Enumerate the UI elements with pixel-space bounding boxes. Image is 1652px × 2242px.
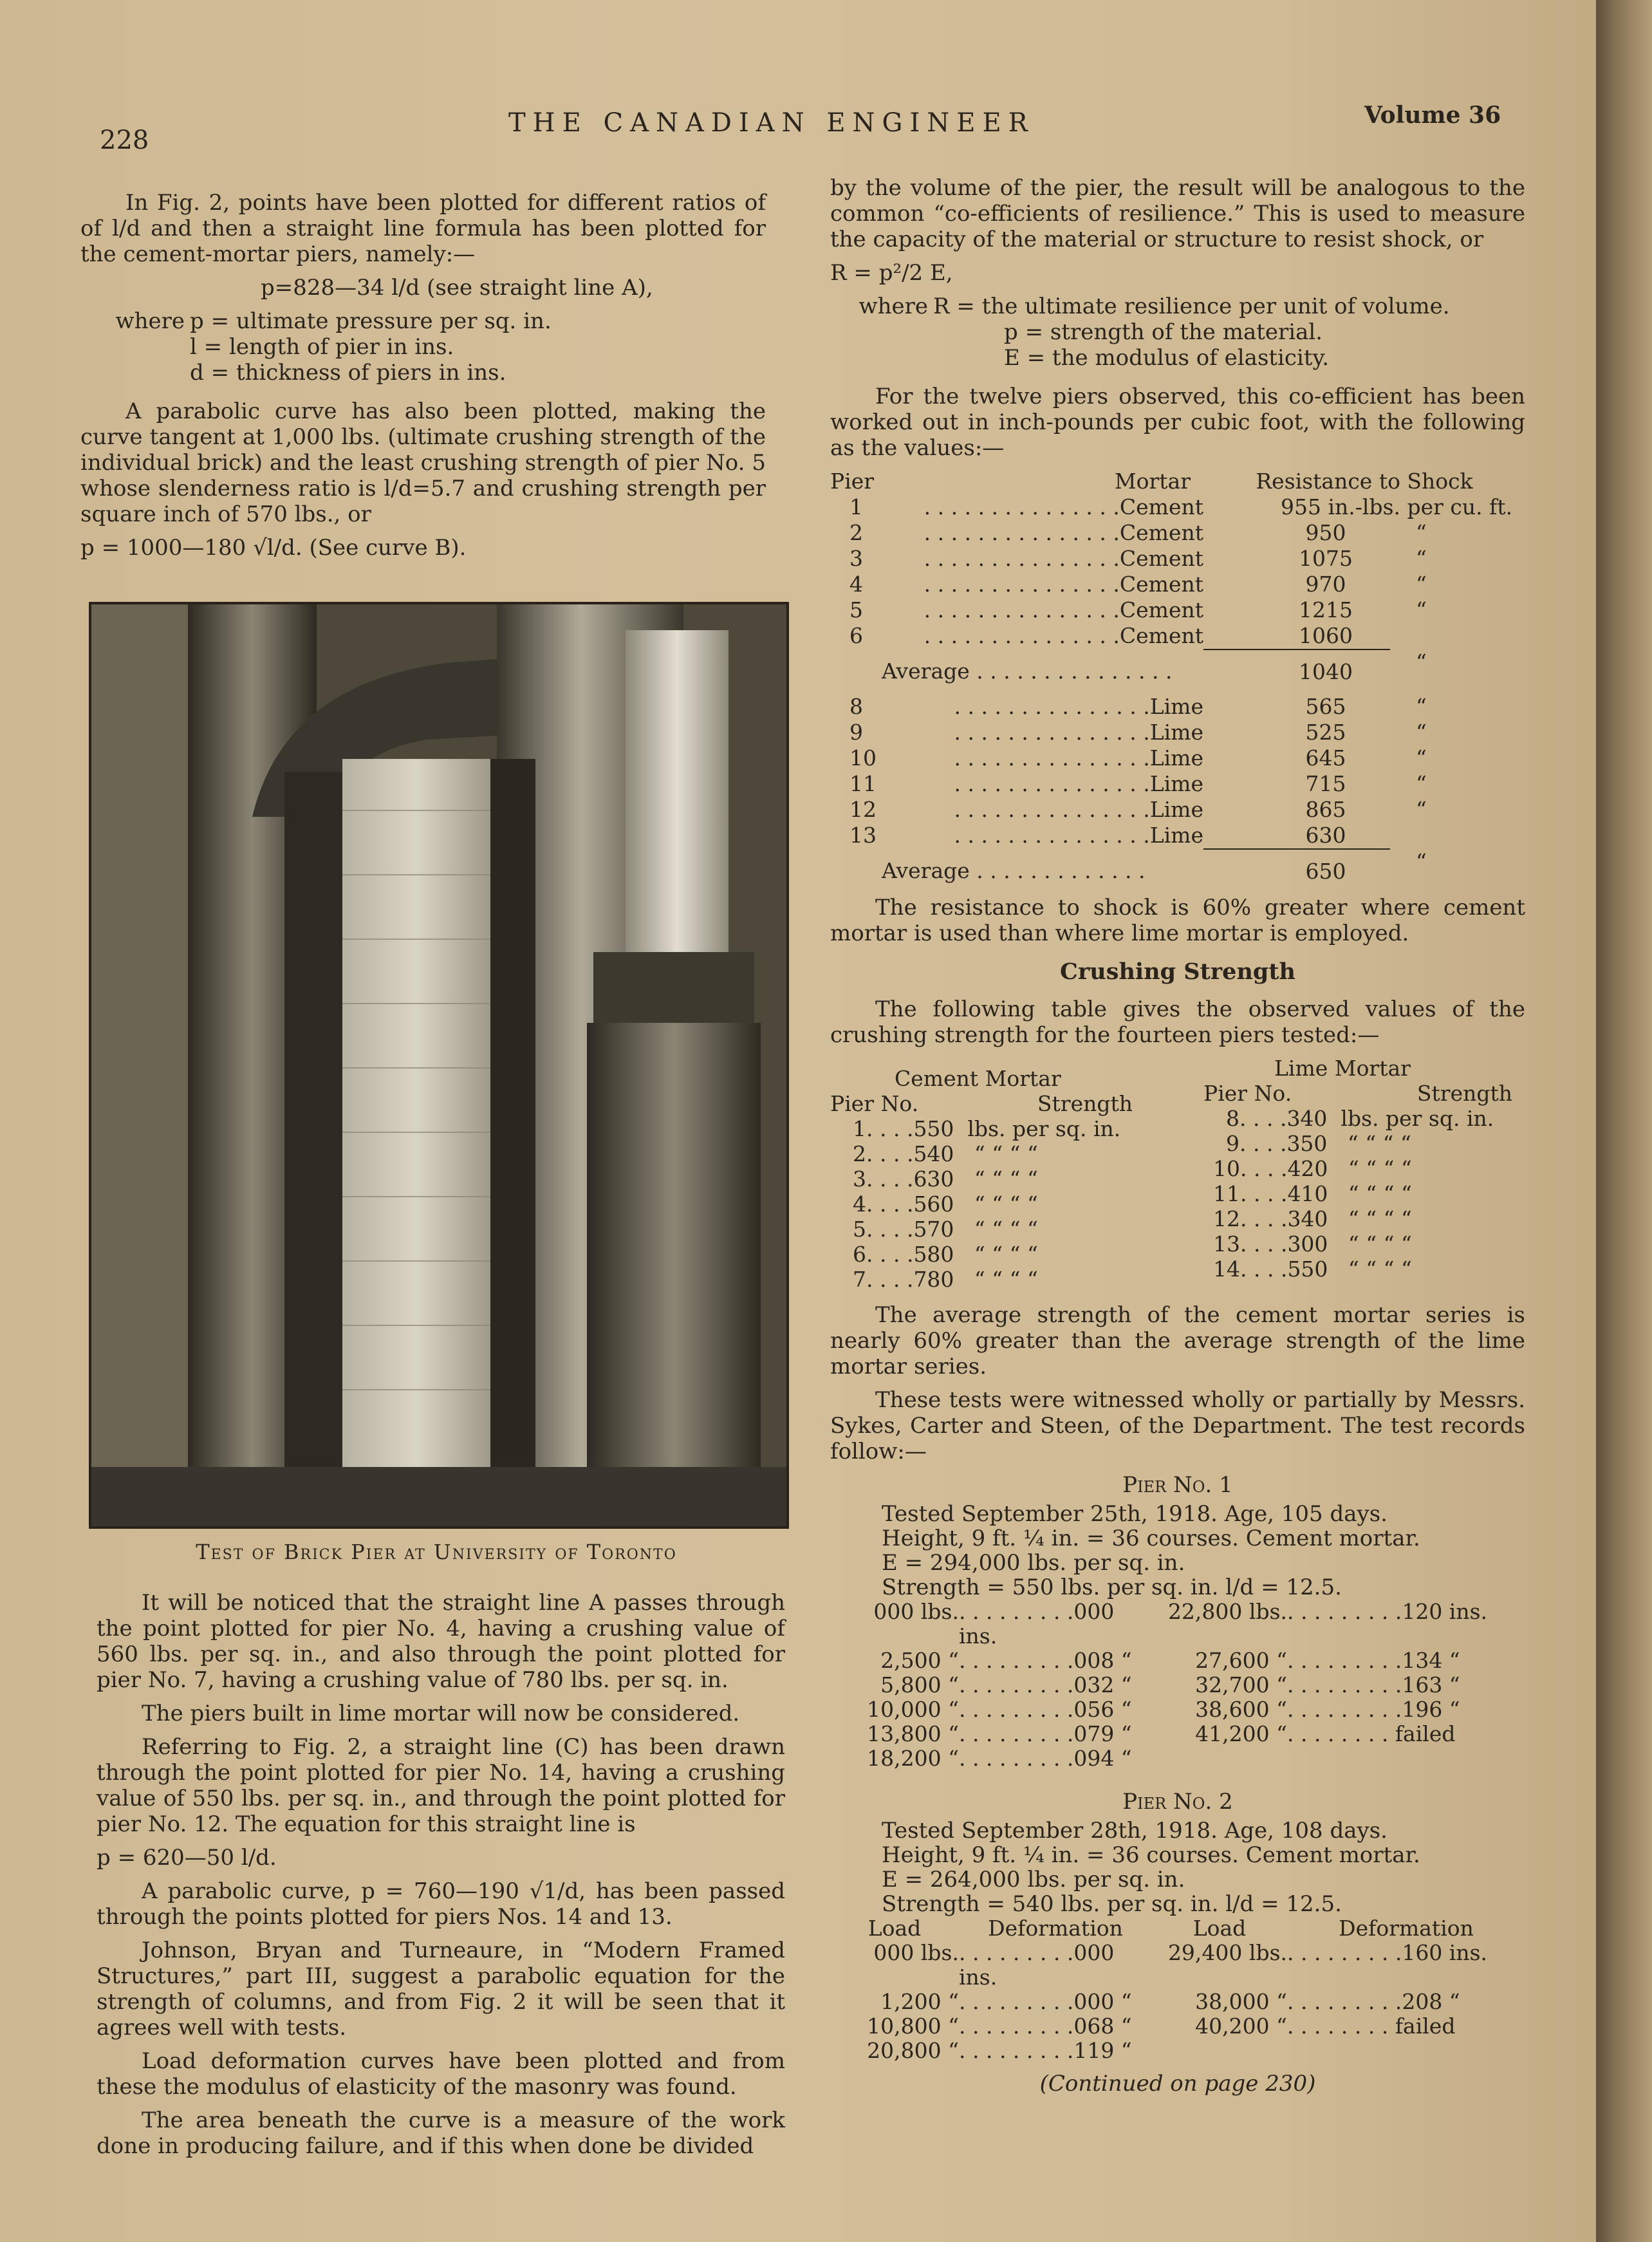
right-column bbox=[830, 175, 1525, 2097]
book-edge bbox=[1596, 0, 1652, 2242]
table-row: 1 . . . . . . . . . . . . . . .Cement 955 in.-lbs. per cu. ft. bbox=[849, 494, 1513, 519]
table-row: 4 . . . . . . . . . . . . . . .Cement 970 “ bbox=[849, 572, 1427, 597]
table-row: 13,800 “ . . . . . . . . .079 “ 41,200 “ . . . . . . . . failed bbox=[867, 1721, 1456, 1746]
table-row: 2,500 “ . . . . . . . . .008 “ 27,600 “ . . . . . . . . .134 “ bbox=[880, 1648, 1460, 1673]
where-list: where R = the ultimate resilience per unit of volume. p = strength of the material. E = the modulus of elasticity. bbox=[858, 294, 1450, 371]
table-row: 10 . . . . . . . . . . . . . . .Lime 645 “ bbox=[849, 745, 1427, 771]
cement-mortar-table: Cement Mortar Pier No. Strength 1. . . .550 lbs. per sq. in. 2. . . .540 “ “ “ “ 3. . . .630 “ “ “ “ 4. . . .560 “ “ “ “ 5. . . .570 “ “ “ “ 6. . . .580 “ “ “ “ 7. . . .780 “ “ “ “ bbox=[830, 1056, 1165, 1292]
paragraph: It will be noticed that the straight line A passes through the point plotted for pier No. 4, having a crushing value of 560 lbs. per sq. in., and also through the point plotted for pier No. 7, having a crushing value of 780 lbs. per sq. in. bbox=[97, 1590, 785, 1693]
table-row: 6 . . . . . . . . . . . . . . .Cement 1060 bbox=[830, 623, 1525, 649]
pier-1-heading: Pier No. 1 bbox=[1122, 1472, 1233, 1498]
table-row: 8. . . .340 lbs. per sq. in. bbox=[1226, 1106, 1494, 1131]
table-row: 11 . . . . . . . . . . . . . . .Lime 715 “ bbox=[849, 771, 1427, 796]
table-row: 18,200 “ . . . . . . . . .094 “ bbox=[867, 1746, 1132, 1771]
table-row: 2. . . .540 “ “ “ “ bbox=[853, 1141, 1038, 1166]
paragraph: The area beneath the curve is a measure of the work done in producing failure, and if this when done be divided bbox=[97, 2107, 785, 2159]
paragraph: For the twelve piers observed, this co-efficient has been worked out in inch-pounds per cubic foot, with the following as the values:— bbox=[830, 384, 1525, 461]
table-row: 5,800 “ . . . . . . . . .032 “ 32,700 “ . . . . . . . . .163 “ bbox=[880, 1672, 1460, 1697]
photo-illustration bbox=[91, 604, 786, 1526]
paragraph: The average strength of the cement mortar series is nearly 60% greater than the average strength of the lime mortar series. bbox=[830, 1302, 1525, 1379]
pier-1-load-table bbox=[830, 1600, 1525, 1771]
paragraph: Load deformation curves have been plotted and from these the modulus of elasticity of the masonry was found. bbox=[97, 2048, 785, 2100]
table-row: 10. . . .420 “ “ “ “ bbox=[1213, 1156, 1412, 1181]
table-row: 3. . . .630 “ “ “ “ bbox=[853, 1166, 1038, 1191]
table-row: 14. . . .550 “ “ “ “ bbox=[1213, 1256, 1412, 1282]
table-row: 2 . . . . . . . . . . . . . . .Cement 950 “ bbox=[849, 520, 1427, 545]
paragraph: by the volume of the pier, the result will be analogous to the common “co-efficients of resilience.” This is used to measure the capacity of the material or structure to resist shock, or bbox=[830, 175, 1525, 252]
pier-2-load-table: Load Deformation Load Deformation 000 lbs. . . . . . . . . .000 ins. 29,400 lbs. . . . . . . . . .160 ins. 1,200 “ . . . . . . . . .000 “ 38,000 “ . . . . . . . . .208 “ 10,800 “ . . . . . . . . .068 “ 40,200 “ . . . . . . . . failed 20,800 “ . . . . . . . . .119 “ bbox=[830, 1916, 1525, 2063]
table-row: 7. . . .780 “ “ “ “ bbox=[853, 1267, 1038, 1292]
where-list: where p = ultimate pressure per sq. in. l = length of pier in ins. d = thickness of piers in ins. bbox=[115, 308, 552, 386]
table-row: 12 . . . . . . . . . . . . . . .Lime 865 “ bbox=[849, 797, 1427, 822]
paragraph: A parabolic curve, p = 760—190 √1/d, has been passed through the points plotted for piers Nos. 14 and 13. bbox=[97, 1878, 785, 1930]
pier-2-heading: Pier No. 2 bbox=[1122, 1789, 1233, 1815]
table-row: 10,800 “ . . . . . . . . .068 “ 40,200 “ . . . . . . . . failed bbox=[867, 2013, 1456, 2039]
shock-resistance-table: Pier Mortar Resistance to Shock 1 . . . . . . . . . . . . . . .Cement 955 in.-lbs. per cu. ft. 2 . . . . . . . . . . . . . . .Cement 950 “ 3 . . . . . . . . . . . . . . .Cement 1075 “ 4 . . . . . . . . . . . . . . .Cement 970 “ 5 . . . . . . . . . . . . . . .Cement 1215 “ 6 . . . . . . . . . . . . . . .Cement 1060 Average . . . . . . . . . . . . . . . 1040 “ 8 . . . . . . . . . . . . . . .Lime 565 “ 9 . . . . . . . . . . . . . . .Lime 525 “ 10 . . . . . . . . . . . . . . .Lime 645 “ 11 . . . . . . . . . . . . . . .Lime 715 “ 12 . . . . . . . . . . . . . . .Lime 865 “ 13 . . . . . . . . . . . . . . .Lime 630 Average . . . . . . . . . . . . . 650 “ bbox=[830, 469, 1525, 888]
equation: R = p²/2 E, bbox=[830, 260, 953, 286]
table-row: 5 . . . . . . . . . . . . . . .Cement 1215 “ bbox=[849, 597, 1427, 622]
paragraph: These tests were witnessed wholly or partially by Messrs. Sykes, Carter and Steen, of the Department. The test records follow:— bbox=[830, 1387, 1525, 1464]
table-row: 000 lbs. . . . . . . . . .000 ins. 22,800 lbs. . . . . . . . . .120 ins. bbox=[873, 1599, 1488, 1649]
equation: p=828—34 l/d (see straight line A), bbox=[261, 275, 653, 301]
paragraph: Referring to Fig. 2, a straight line (C) has been drawn through the point plotted for pier No. 14, having a crushing value of 550 lbs. per sq. in., and through the point plotted for pier No. 12. The equation for this straight line is bbox=[97, 1734, 785, 1837]
journal-title: THE CANADIAN ENGINEER bbox=[508, 108, 1035, 138]
table-row: 13 . . . . . . . . . . . . . . .Lime 630 bbox=[830, 823, 1525, 849]
paragraph: Johnson, Bryan and Turneaure, in “Modern Framed Structures,” part III, suggest a parabolic equation for the strength of columns, and from Fig. 2 it will be seen that it agrees well with tests. bbox=[97, 1938, 785, 2041]
table-row: 3 . . . . . . . . . . . . . . .Cement 1075 “ bbox=[849, 546, 1427, 571]
table-row: 1,200 “ . . . . . . . . .000 “ 38,000 “ . . . . . . . . .208 “ bbox=[880, 1989, 1460, 2014]
paragraph: A parabolic curve has also been plotted, making the curve tangent at 1,000 lbs. (ultimate crushing strength of the individual brick) and the least crushing strength of pier No. 5 whose slenderness ratio is l/d=5.7 and crushing strength per square inch of 570 lbs., or bbox=[80, 398, 766, 527]
table-row: 5. . . .570 “ “ “ “ bbox=[853, 1217, 1038, 1242]
page-number: 228 bbox=[100, 126, 149, 155]
lime-mortar-table: Lime Mortar Pier No. Strength 8. . . .340 lbs. per sq. in. 9. . . .350 “ “ “ “ 10. . . .420 “ “ “ “ 11. . . .410 “ “ “ “ 12. . . .340 “ “ “ “ 13. . . .300 “ “ “ “ 14. . . .550 “ “ “ “ bbox=[1191, 1056, 1525, 1292]
table-row: 12. . . .340 “ “ “ “ bbox=[1213, 1206, 1412, 1231]
paragraph: The resistance to shock is 60% greater where cement mortar is used than where lime mortar is employed. bbox=[830, 895, 1525, 946]
left-column-bottom bbox=[97, 1590, 785, 2167]
table-row: 10,000 “ . . . . . . . . .056 “ 38,600 “ . . . . . . . . .196 “ bbox=[867, 1697, 1460, 1722]
equation: p = 1000—180 √l/d. (See curve B). bbox=[80, 535, 467, 561]
table-row: 000 lbs. . . . . . . . . .000 ins. 29,400 lbs. . . . . . . . . .160 ins. bbox=[873, 1940, 1488, 1990]
table-row: 13. . . .300 “ “ “ “ bbox=[1213, 1231, 1412, 1256]
table-row: 8 . . . . . . . . . . . . . . .Lime 565 “ bbox=[849, 694, 1427, 719]
equation: p = 620—50 l/d. bbox=[97, 1845, 277, 1871]
table-row: 9. . . .350 “ “ “ “ bbox=[1226, 1131, 1411, 1156]
table-row: 11. . . .410 “ “ “ “ bbox=[1213, 1181, 1412, 1206]
paragraph: In Fig. 2, points have been plotted for different ratios of of l/d and then a straight line formula has been plotted for the cement-mortar piers, namely:— bbox=[80, 190, 766, 267]
table-row: 20,800 “ . . . . . . . . .119 “ bbox=[867, 2038, 1132, 2063]
table-row: 1. . . .550 lbs. per sq. in. bbox=[853, 1116, 1121, 1141]
table-row: Average . . . . . . . . . . . . . . . 1040 “ bbox=[882, 649, 1427, 684]
left-column-top bbox=[80, 190, 766, 568]
photo-caption: Test of Brick Pier at University of Toronto bbox=[196, 1540, 677, 1564]
section-heading: Crushing Strength bbox=[1060, 958, 1295, 985]
paragraph: The following table gives the observed values of the crushing strength for the fourteen piers tested:— bbox=[830, 996, 1525, 1048]
pier-1-details: Tested September 25th, 1918. Age, 105 days. Height, 9 ft. ¼ in. = 36 courses. Cement mortar. E = 294,000 lbs. per sq. in. Strength = 550 lbs. per sq. in. l/d = 12.5. bbox=[882, 1501, 1420, 1600]
table-row: 6. . . .580 “ “ “ “ bbox=[853, 1242, 1038, 1267]
pier-2-details: Tested September 28th, 1918. Age, 108 days. Height, 9 ft. ¼ in. = 36 courses. Cement mortar. E = 264,000 lbs. per sq. in. Strength = 540 lbs. per sq. in. l/d = 12.5. bbox=[882, 1818, 1420, 1917]
table-row: 4. . . .560 “ “ “ “ bbox=[853, 1191, 1038, 1217]
crushing-strength-tables bbox=[830, 1056, 1525, 1292]
table-row: Average . . . . . . . . . . . . . 650 “ bbox=[882, 849, 1427, 884]
table-row: 9 . . . . . . . . . . . . . . .Lime 525 “ bbox=[849, 720, 1427, 745]
continued-note: (Continued on page 230) bbox=[1039, 2071, 1316, 2097]
paragraph: The piers built in lime mortar will now be considered. bbox=[142, 1701, 740, 1726]
volume-label: Volume 36 bbox=[1364, 102, 1501, 129]
photo-brick-pier bbox=[89, 602, 789, 1529]
